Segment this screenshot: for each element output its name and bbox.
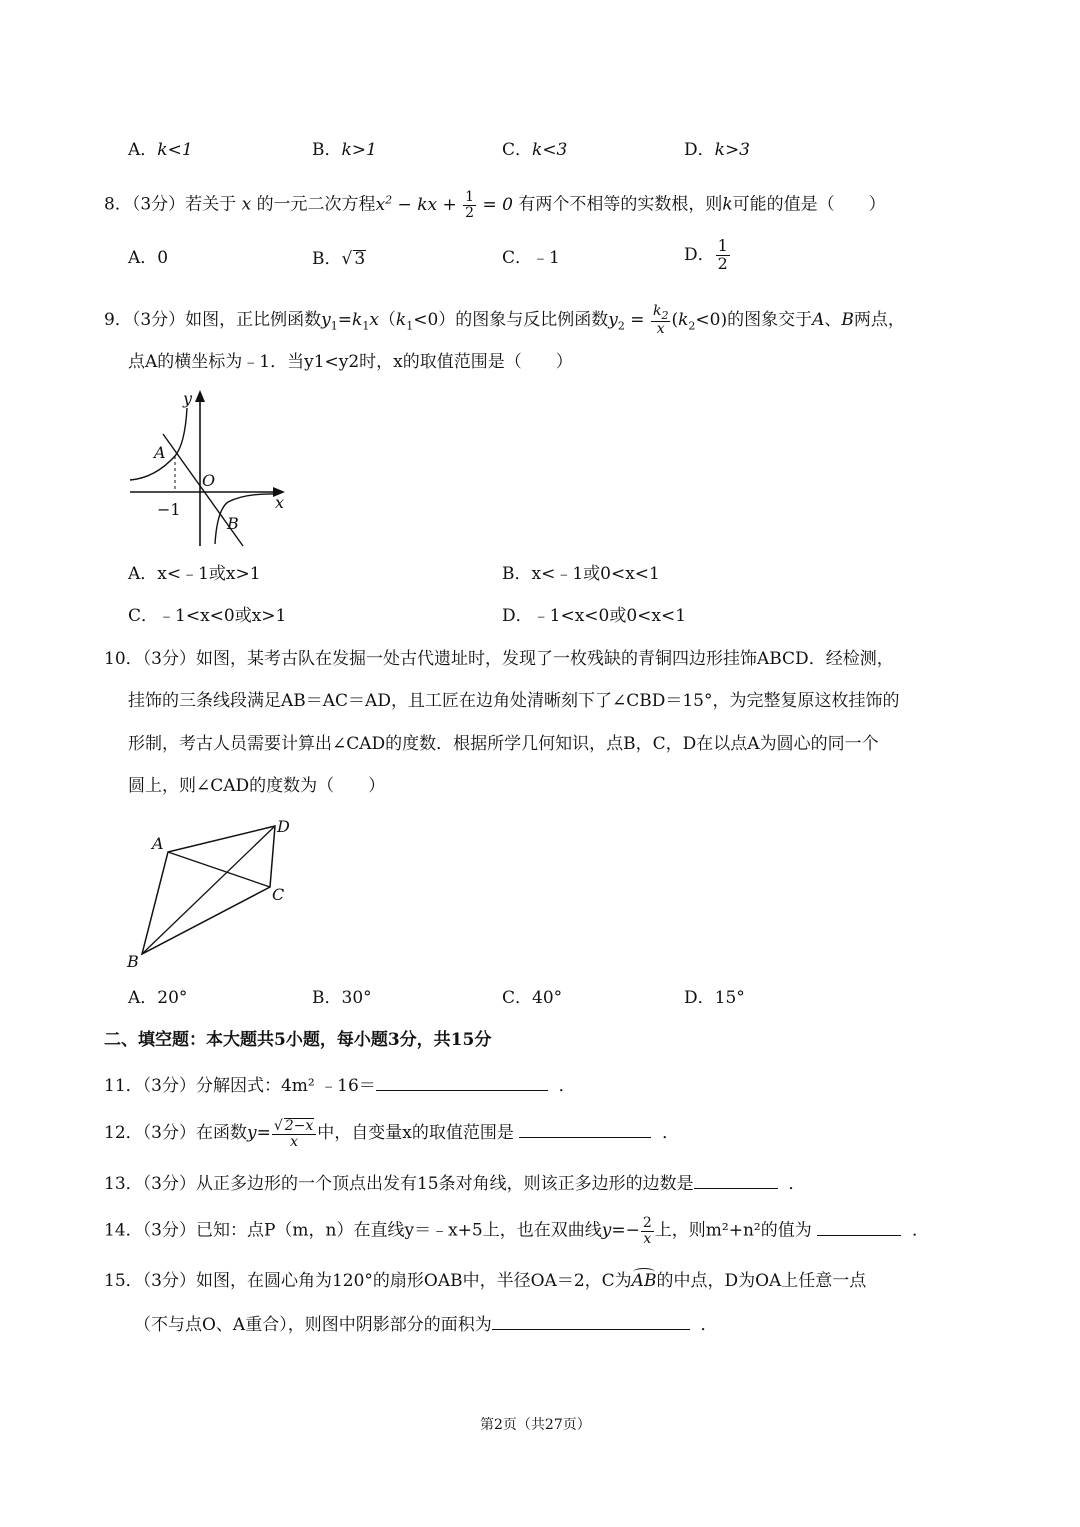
q10-label-a: A [152,834,164,853]
q10-option-c[interactable]: C．40° [502,988,563,1008]
q9-option-c[interactable]: C．﹣1<x<0或x>1 [128,606,287,626]
q14: 14．（3分）已知：点P（m，n）在直线y＝﹣x+5上，也在双曲线y=− $\frac{2}{x}$ 上，则m²+n²的值为 ． [104,1215,929,1247]
q8-option-b[interactable]: B．√ 3 [312,249,366,269]
q10-label-d: D [277,817,290,836]
q10-stem-line1: 10．（3分）如图，某考古队在发掘一处古代遗址时，发现了一枚残缺的青铜四边形挂饰ABCD．经检测， [104,649,894,669]
q7-option-a[interactable]: A．k<1 [128,140,193,160]
q8-stem: 8．（3分）若关于 x 的一元二次方程$x^2$ − kx + $\frac{1}{2}$ = 0 有两个不相等的实数根，则k可能的值是（ ） [104,189,886,221]
page-footer: 第2页（共27页） [480,1417,591,1433]
q15-line1: 15．（3分）如图，在圆心角为120°的扇形OAB中，半径OA＝2，C为 AB的中点，D为OA上任意一点 [104,1273,866,1290]
q9-figure [125,386,295,551]
q10-diagonal-ac [168,852,270,887]
q9-option-d[interactable]: D．﹣1<x<0或0<x<1 [502,606,687,626]
q13-answer-blank[interactable] [694,1174,778,1189]
q9-label-x: x [275,493,285,512]
section2-title: 二、填空题：本大题共5小题，每小题3分，共15分 [104,1030,492,1050]
q15-line2: （不与点O、A重合），则图中阴影部分的面积为 ． [134,1315,718,1335]
q8-option-a[interactable]: A．0 [128,248,169,268]
q8-equation: $x^2$ − kx + $\frac{1}{2}$ = 0 [375,189,513,221]
q9-stem-line1: 9．（3分）如图，正比例函数$y_1=k_1x(k_1<0)$的图象与反比例函数$y_2$ = $\frac{k_2}{x}$ $(k_2<0)$的图象交于A、B两点， [104,303,905,338]
q10-stem-line4: 圆上，则∠CAD的度数为（ ） [128,776,386,796]
q10-stem-line3: 形制，考古人员需要计算出∠CAD的度数．根据所学几何知识，点B，C，D在以点A为圆心的同一个 [128,734,879,754]
q9-label-a: A [154,443,166,462]
q7-option-b[interactable]: B．k>1 [312,140,377,160]
q10-figure [120,812,305,972]
q11: 11．（3分）分解因式：4m² ﹣16＝ ． [104,1076,576,1096]
q12-answer-blank[interactable] [519,1123,651,1138]
q9-label-y: y [183,389,193,408]
q9-y-arrow [195,390,205,402]
q8-option-d[interactable]: D． $\frac{1}{2}$ [684,236,728,273]
q9-label-b: B [227,514,239,533]
q10-option-d[interactable]: D．15° [684,988,745,1008]
q13: 13．（3分）从正多边形的一个顶点出发有15条对角线，则该正多边形的边数是 ． [104,1174,806,1194]
q7-option-d[interactable]: D．k>3 [684,140,751,160]
q10-option-a[interactable]: A．20° [128,988,188,1008]
q9-option-a[interactable]: A．x<﹣1或x>1 [128,564,261,584]
q9-label-o: O [202,471,216,490]
q15-answer-blank[interactable] [492,1315,690,1330]
q9-stem-line2: 点A的横坐标为﹣1．当y1<y2时，x的取值范围是（ ） [128,352,573,372]
q9-option-b[interactable]: B．x<﹣1或0<x<1 [502,564,660,584]
q10-stem-line2: 挂饰的三条线段满足AB＝AC＝AD，且工匠在边角处清晰刻下了∠CBD＝15°，为完整复原这枚挂饰的 [128,691,900,711]
q7-option-c[interactable]: C．k<3 [502,140,568,160]
q10-option-b[interactable]: B．30° [312,988,372,1008]
q10-label-b: B [127,952,139,971]
q11-answer-blank[interactable] [376,1076,548,1091]
q10-label-c: C [272,885,285,904]
q14-answer-blank[interactable] [817,1221,901,1236]
q9-label-minus1: −1 [157,500,181,519]
q12: 12．（3分）在函数y= $\frac{√ 2-x}{x}$ 中，自变量x的取值范围是 ． [104,1118,680,1150]
q8-option-c[interactable]: C．﹣1 [502,248,560,268]
q15-arc-ab: AB [632,1273,657,1290]
